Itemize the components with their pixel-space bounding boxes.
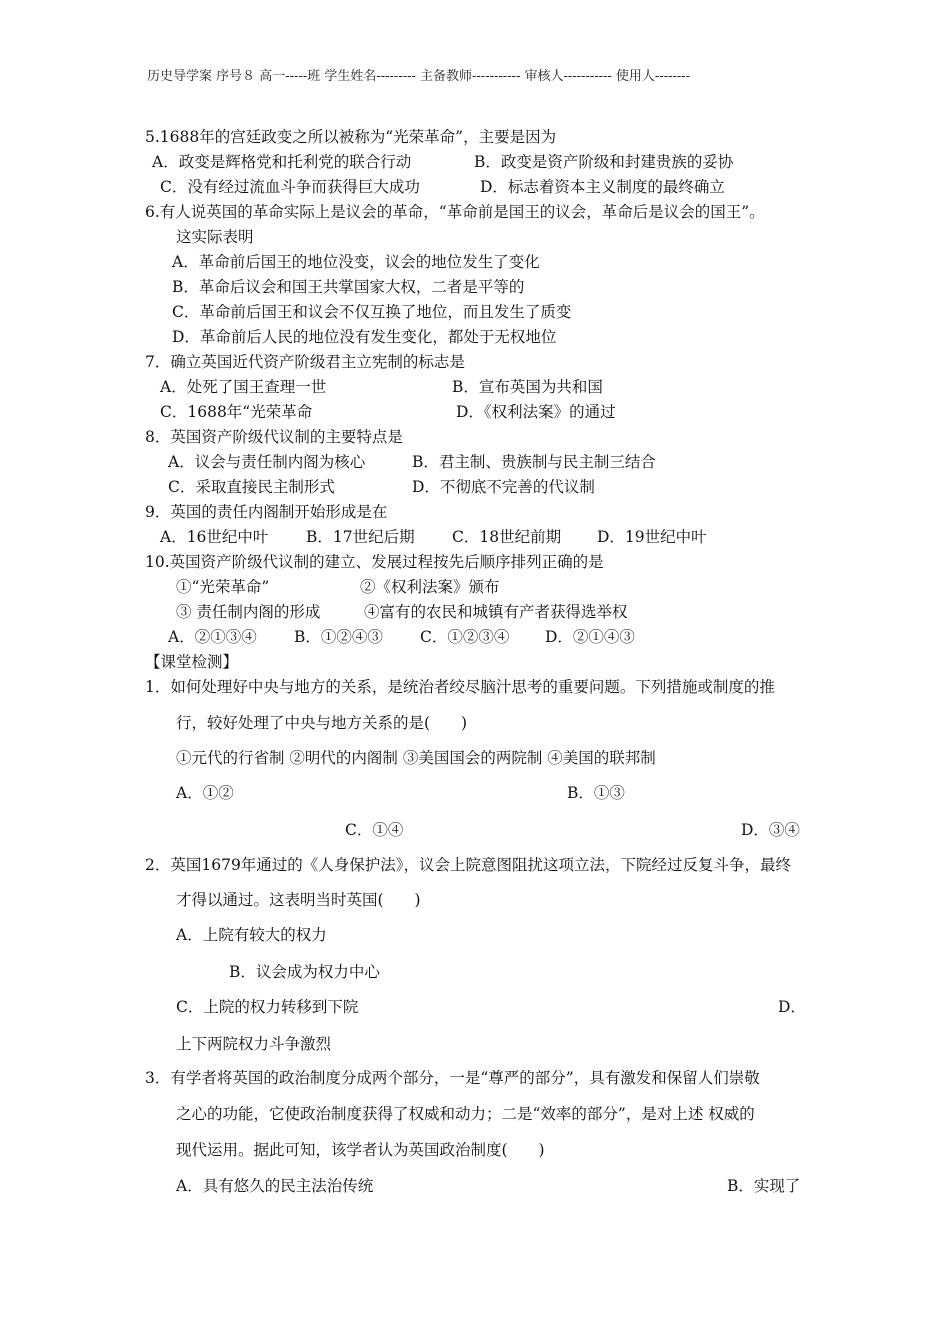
test-q1-option-c: C．①④ (345, 821, 404, 839)
q6-option-c: C．革命前后国王和议会不仅互换了地位，而且发生了质变 (172, 303, 572, 321)
q6-option-d: D．革命前后人民的地位没有发生变化，都处于无权地位 (172, 328, 557, 346)
q6-option-b: B．革命后议会和国王共掌国家大权，二者是平等的 (172, 278, 525, 296)
test-q1-items: ①元代的行省制 ②明代的内阁制 ③美国国会的两院制 ④美国的联邦制 (176, 749, 656, 767)
test-q1-option-a: A．①② (176, 784, 234, 802)
q10-item-2: ②《权利法案》颁布 (360, 578, 500, 596)
q10-option-c: C．①②③④ (420, 628, 510, 646)
q10-option-b: B．①②④③ (294, 628, 383, 646)
q6-stem: 6.有人说英国的革命实际上是议会的革命，“革命前是国王的议会，革命后是议会的国王”。 (145, 203, 765, 221)
q6-option-a: A．革命前后国王的地位没变，议会的地位发生了变化 (172, 253, 540, 271)
test-q2-option-c: C．上院的权力转移到下院 (176, 998, 359, 1016)
test-q2-stem: 2．英国1679年通过的《人身保护法》，议会上院意图阻扰这项立法，下院经过反复斗争，最终 (145, 856, 792, 874)
section-title: 【课堂检测】 (145, 653, 239, 671)
q8-option-d: D．不彻底不完善的代议制 (412, 478, 595, 496)
q8-option-a: A．议会与责任制内阁为核心 (168, 453, 366, 471)
test-q2-option-a: A．上院有较大的权力 (176, 926, 327, 944)
q5-stem: 5.1688年的宫廷政变之所以被称为“光荣革命”，主要是因为 (145, 128, 557, 146)
q10-option-d: D．②①④③ (545, 628, 635, 646)
q5-option-c: C．没有经过流血斗争而获得巨大成功 (160, 178, 420, 196)
test-q2-stem-cont: 才得以通过。这表明当时英国( ) (176, 891, 421, 909)
q10-item-4: ④富有的农民和城镇有产者获得选举权 (364, 603, 628, 621)
test-q3-stem: 3．有学者将英国的政治制度分成两个部分，一是“尊严的部分”，具有激发和保留人们崇敬 (145, 1069, 760, 1087)
q6-stem-cont: 这实际表明 (176, 228, 254, 246)
q9-option-d: D．19世纪中叶 (597, 528, 707, 546)
test-q2-option-d-label: D． (778, 998, 806, 1016)
test-q1-option-d: D．③④ (741, 821, 800, 839)
q10-item-1: ①“光荣革命” (176, 578, 270, 596)
q7-stem: 7．确立英国近代资产阶级君主立宪制的标志是 (145, 353, 465, 371)
q8-option-b: B．君主制、贵族制与民主制三结合 (412, 453, 656, 471)
test-q2-option-d-text: 上下两院权力斗争激烈 (176, 1035, 332, 1053)
test-q1-stem-cont: 行，较好处理了中央与地方关系的是( ) (176, 714, 468, 732)
test-q3-option-b: B．实现了 (727, 1177, 801, 1195)
test-q2-option-b: B．议会成为权力中心 (229, 963, 380, 981)
q7-option-d: D．《权利法案》的通过 (456, 403, 616, 421)
q9-option-c: C．18世纪前期 (452, 528, 562, 546)
q10-item-3: ③ 责任制内阁的形成 (176, 603, 321, 621)
q8-stem: 8．英国资产阶级代议制的主要特点是 (145, 428, 403, 446)
q5-option-a: A．政变是辉格党和托利党的联合行动 (152, 153, 412, 171)
test-q3-stem-cont2: 现代运用。据此可知，该学者认为英国政治制度( ) (176, 1141, 545, 1159)
q8-option-c: C．采取直接民主制形式 (168, 478, 335, 496)
q9-stem: 9．英国的责任内阁制开始形成是在 (145, 503, 388, 521)
q9-option-a: A．16世纪中叶 (160, 528, 269, 546)
q10-option-a: A．②①③④ (168, 628, 257, 646)
q5-option-b: B．政变是资产阶级和封建贵族的妥协 (474, 153, 734, 171)
test-q3-option-a: A．具有悠久的民主法治传统 (176, 1177, 374, 1195)
q7-option-a: A．处死了国王查理一世 (160, 378, 327, 396)
q10-stem: 10.英国资产阶级代议制的建立、发展过程按先后顺序排列正确的是 (145, 553, 604, 571)
test-q1-option-b: B．①③ (567, 784, 625, 802)
page-header: 历史导学案 序号８ 高一-----班 学生姓名--------- 主备教师----------- 审核人----------- 使用人-------- (147, 69, 691, 84)
q7-option-c: C．1688年“光荣革命 (160, 403, 313, 421)
q7-option-b: B．宣布英国为共和国 (452, 378, 603, 396)
q5-option-d: D．标志着资本主义制度的最终确立 (480, 178, 725, 196)
test-q1-stem: 1．如何处理好中央与地方的关系，是统治者绞尽脑汁思考的重要问题。下列措施或制度的推 (145, 678, 775, 696)
test-q3-stem-cont: 之心的功能，它使政治制度获得了权威和动力；二是“效率的部分”，是对上述 权威的 (176, 1105, 755, 1123)
q9-option-b: B．17世纪后期 (306, 528, 415, 546)
